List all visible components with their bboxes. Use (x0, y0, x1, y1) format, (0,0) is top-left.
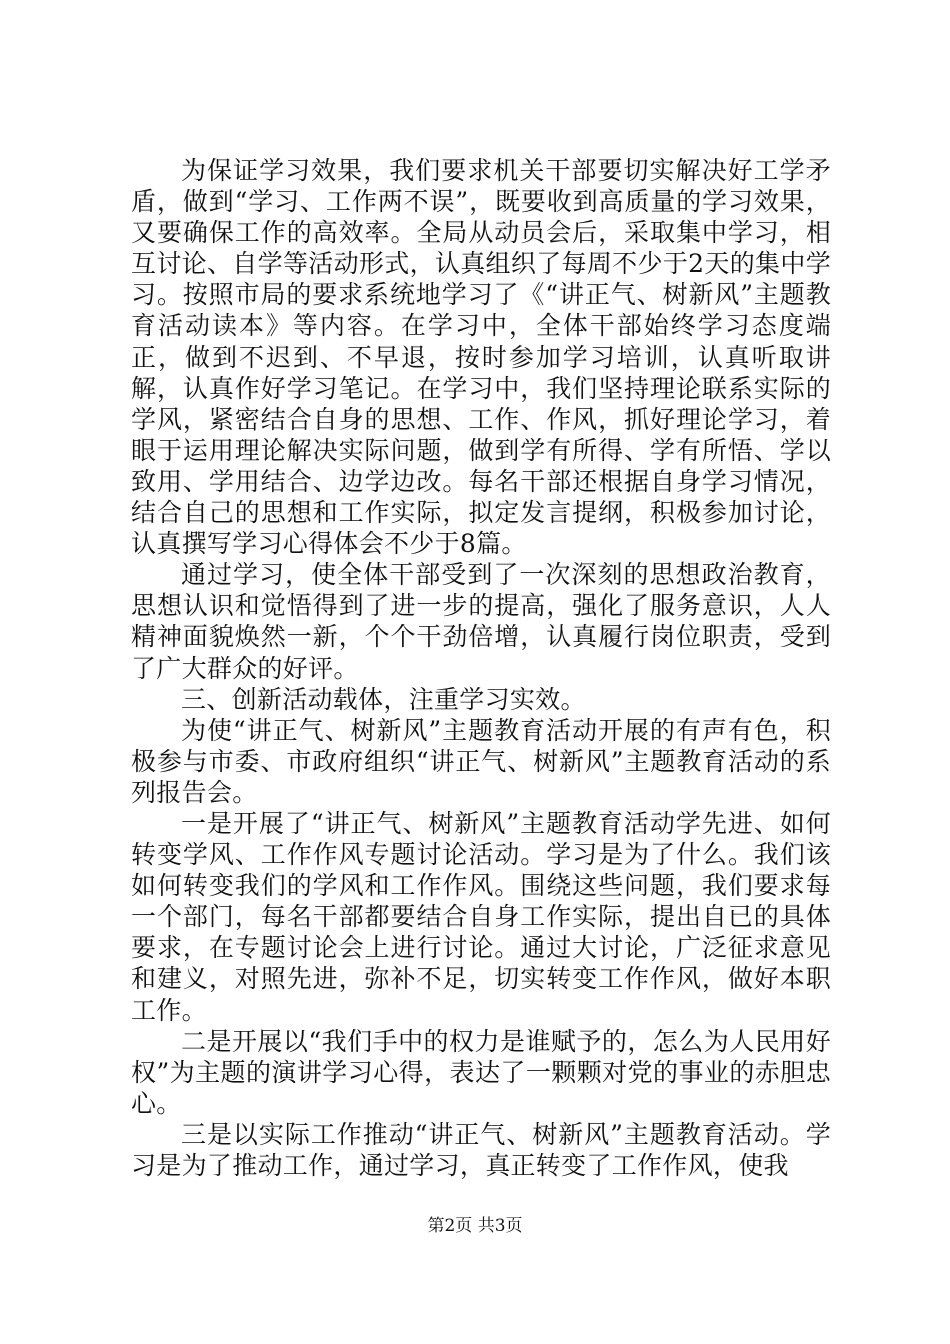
paragraph-report-meetings: 为使“讲正气、树新风”主题教育活动开展的有声有色，积极参与市委、市政府组织“讲正气、树新风”主题教育活动的系列报告会。 (131, 715, 831, 807)
paragraph-item-one: 一是开展了“讲正气、树新风”主题教育活动学先进、如何转变学风、工作作风专题讨论活动。学习是为了什么。我们该如何转变我们的学风和工作作风。围绕这些问题，我们要求每一个部门，每名干部都要结合自身工作实际，提出自已的具体要求，在专题讨论会上进行讨论。通过大讨论，广泛征求意见和建义，对照先进，弥补不足，切实转变工作作风，做好本职工作。 (131, 808, 831, 1025)
document-body (131, 155, 831, 1181)
paragraph-study-effect: 为保证学习效果，我们要求机关干部要切实解决好工学矛盾，做到“学习、工作两不误”，既要收到高质量的学习效果，又要确保工作的高效率。全局从动员会后，采取集中学习，相互讨论、自学等活动形式，认真组织了每周不少于2天的集中学习。按照市局的要求系统地学习了《“讲正气、树新风”主题教育活动读本》等内容。在学习中，全体干部始终学习态度端正，做到不迟到、不早退，按时参加学习培训，认真听取讲解，认真作好学习笔记。在学习中，我们坚持理论联系实际的学风，紧密结合自身的思想、工作、作风，抓好理论学习，着眼于运用理论解决实际问题，做到学有所得、学有所悟、学以致用、学用结合、边学边改。每名干部还根据自身学习情况，结合自己的思想和工作实际，拟定发言提纲，积极参加讨论，认真撰写学习心得体会不少于8篇。 (131, 156, 831, 559)
section-heading-three: 三、创新活动载体，注重学习实效。 (181, 684, 586, 714)
paragraph-item-three: 三是以实际工作推动“讲正气、树新风”主题教育活动。学习是为了推动工作，通过学习，真正转变了工作作风，使我 (131, 1119, 831, 1180)
paragraph-item-two: 二是开展以“我们手中的权力是谁赋予的，怎么为人民用好权”为主题的演讲学习心得，表达了一颗颗对党的事业的赤胆忠心。 (131, 1026, 831, 1118)
paragraph-study-outcome: 通过学习，使全体干部受到了一次深刻的思想政治教育，思想认识和觉悟得到了进一步的提高，强化了服务意识，人人精神面貌焕然一新，个个干劲倍增，认真履行岗位职责，受到了广大群众的好评。 (131, 560, 831, 683)
page-number-footer: 第2页 共3页 (427, 1216, 523, 1236)
